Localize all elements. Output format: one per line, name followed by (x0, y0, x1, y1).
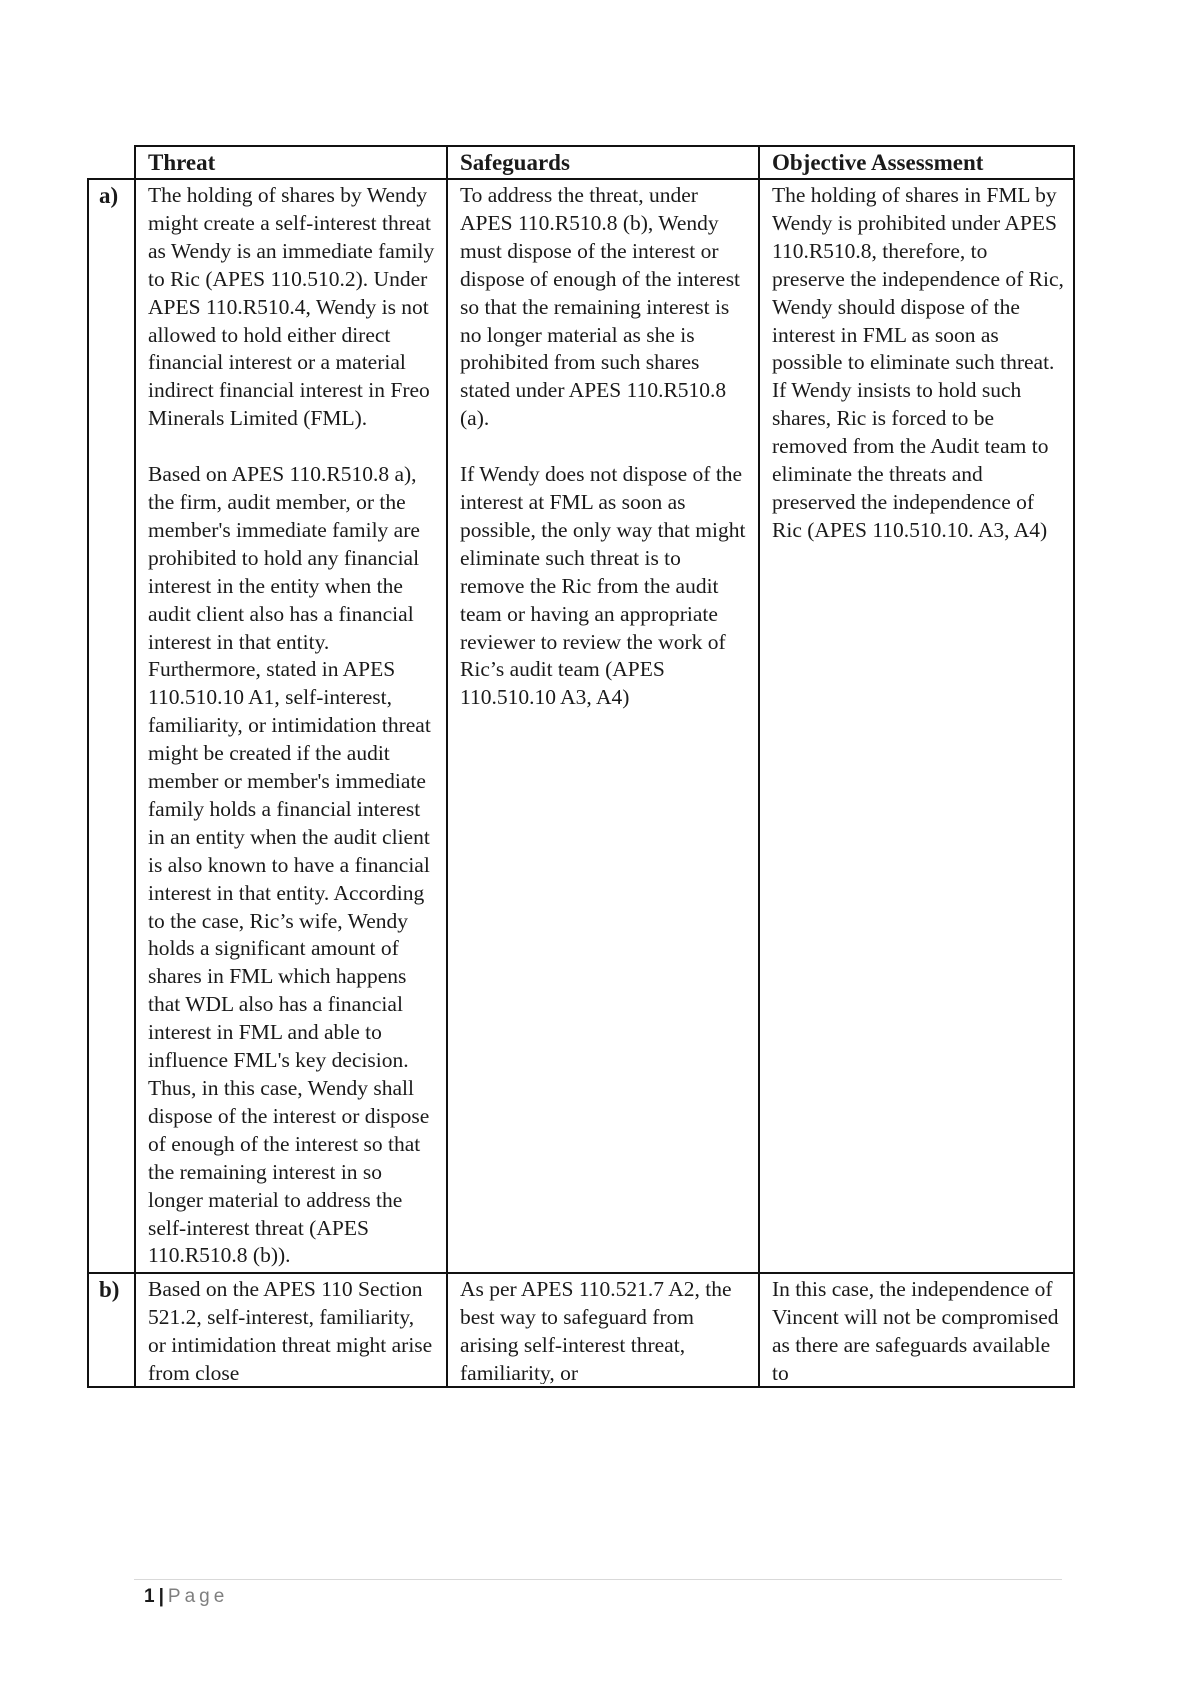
assessment-cell: The holding of shares in FML by Wendy is prohibited under APES 110.R510.8, therefore, to preserve the independence of Ric, Wendy should dispose of the interest in FML as soon as possible to eliminate such threat. If Wendy insists to hold such shares, Ric is forced to be removed from the Audit team to eliminate the threats and preserved the independence of Ric (APES 110.510.10. A3, A4) (759, 179, 1074, 1273)
header-safeguards: Safeguards (447, 146, 759, 179)
page-word: Page (167, 1586, 229, 1607)
page-number: 1 (144, 1586, 155, 1607)
table-row (88, 1273, 1074, 1387)
assessment-cell-text: In this case, the independence of Vincent will not be compromised as there are safeguards available to (772, 1277, 1059, 1385)
assessment-cell (759, 1273, 1074, 1387)
footer-separator: | (158, 1586, 164, 1607)
table-header-row (88, 146, 1074, 179)
footer-divider (134, 1579, 1062, 1580)
threat-cell: The holding of shares by Wendy might create a self-interest threat as Wendy is an immediate family to Ric (APES 110.510.2). Under APES 110.R510.4, Wendy is not allowed to hold either direct financial interest or a material indirect financial interest in Freo Minerals Limited (FML). Based on APES 110.R510.8 a), the firm, audit member, or the member's immediate family are prohibited to hold any financial interest in the entity when the audit client also has a financial interest in that entity. Furthermore, stated in APES 110.510.10 A1, self-interest, familiarity, or intimidation threat might be created if the audit member or member's immediate family holds a financial interest in an entity when the audit client is also known to have a financial interest in that entity. According to the case, Ric’s wife, Wendy holds a significant amount of shares in FML which happens that WDL also has a financial interest in FML and able to influence FML's key decision. Thus, in this case, Wendy shall dispose of the interest or dispose of enough of the interest so that the remaining interest in so longer material to address the self-interest threat (APES 110.R510.8 (b)). (135, 179, 447, 1273)
header-objective-assessment: Objective Assessment (759, 146, 1074, 179)
threat-cell (135, 1273, 447, 1387)
header-threat: Threat (135, 146, 447, 179)
row-label: b) (88, 1273, 135, 1387)
table-row (88, 179, 1074, 1273)
page-footer (144, 1586, 228, 1608)
safeguards-cell: To address the threat, under APES 110.R510.8 (b), Wendy must dispose of the interest or dispose of enough of the interest so that the remaining interest is no longer material as she is prohibited from such shares stated under APES 110.R510.8 (a). If Wendy does not dispose of the interest at FML as soon as possible, the only way that might eliminate such threat is to remove the Ric from the audit team or having an appropriate reviewer to review the work of Ric’s audit team (APES 110.510.10 A3, A4) (447, 179, 759, 1273)
safeguards-cell-text: As per APES 110.521.7 A2, the best way to safeguard from arising self-interest threat, familiarity, or (460, 1277, 732, 1385)
safeguards-cell (447, 1273, 759, 1387)
row-label: a) (88, 179, 135, 1273)
threat-cell-text: Based on the APES 110 Section 521.2, self-interest, familiarity, or intimidation threat might arise from close (148, 1277, 433, 1385)
assessment-table (87, 145, 1075, 1388)
header-label-cell (88, 146, 135, 179)
